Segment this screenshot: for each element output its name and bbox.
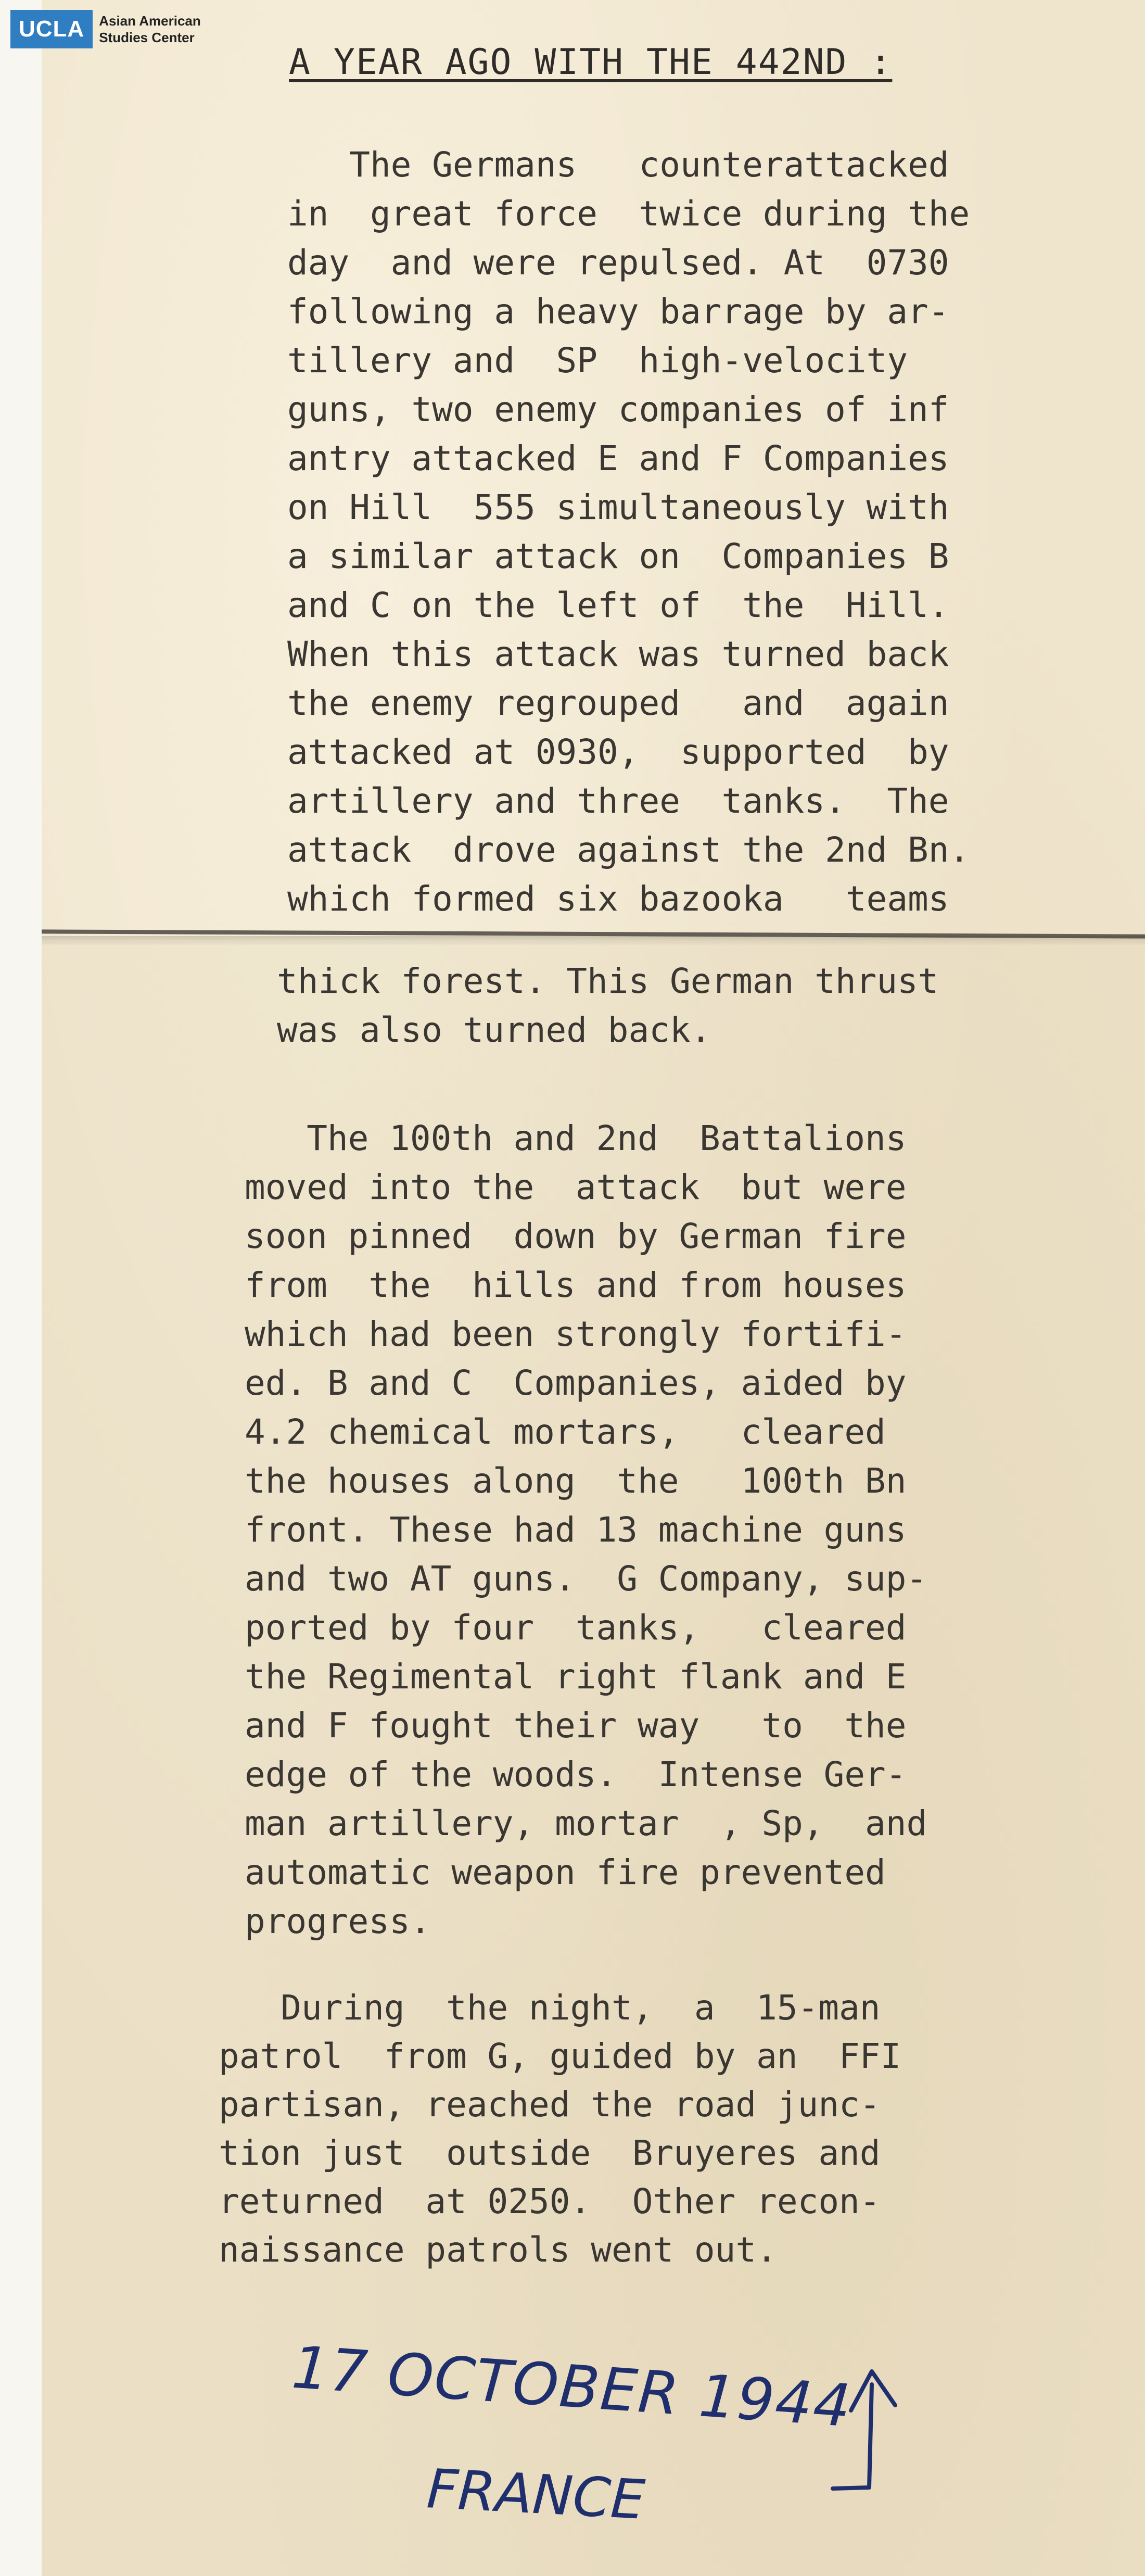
paragraph-2 bbox=[245, 1114, 927, 1946]
text-line: naissance patrols went out. bbox=[219, 2230, 777, 2270]
text-line: antry attacked E and F Companies bbox=[287, 438, 949, 478]
text-line: on Hill 555 simultaneously with bbox=[287, 487, 949, 527]
text-line: in great force twice during the bbox=[287, 194, 970, 234]
paragraph-3 bbox=[219, 1984, 901, 2274]
text-line: The 100th and 2nd Battalions bbox=[245, 1118, 907, 1158]
text-line: attacked at 0930, supported by bbox=[287, 732, 949, 772]
text-line: and C on the left of the Hill. bbox=[287, 585, 949, 625]
text-line: tion just outside Bruyeres and bbox=[219, 2133, 881, 2173]
org-name-line1: Asian American bbox=[99, 13, 201, 29]
text-line: front. These had 13 machine guns bbox=[245, 1510, 907, 1550]
text-line: day and were repulsed. At 0730 bbox=[287, 243, 949, 283]
handwritten-date: 17 OCTOBER 1944 bbox=[289, 2333, 854, 2441]
text-line: and F fought their way to the bbox=[245, 1706, 907, 1746]
text-line: the Regimental right flank and E bbox=[245, 1657, 907, 1697]
text-line: soon pinned down by German fire bbox=[245, 1216, 907, 1256]
text-line: was also turned back. bbox=[277, 1010, 711, 1050]
text-line: 4.2 chemical mortars, cleared bbox=[245, 1412, 886, 1452]
text-line: and two AT guns. G Company, sup- bbox=[245, 1559, 927, 1599]
text-line: The Germans counterattacked bbox=[287, 145, 949, 185]
text-line: ed. B and C Companies, aided by bbox=[245, 1363, 907, 1403]
text-line: the houses along the 100th Bn bbox=[245, 1461, 907, 1501]
paragraph-1-continued bbox=[277, 957, 939, 1055]
text-line: artillery and three tanks. The bbox=[287, 781, 949, 821]
text-line: from the hills and from houses bbox=[245, 1265, 907, 1305]
text-line: which formed six bazooka teams bbox=[287, 879, 949, 919]
org-name bbox=[99, 12, 201, 46]
text-line: a similar attack on Companies B bbox=[287, 536, 949, 576]
org-name-line2: Studies Center bbox=[99, 30, 195, 45]
text-line: the enemy regrouped and again bbox=[287, 683, 949, 723]
text-line: thick forest. This German thrust bbox=[277, 961, 939, 1001]
text-line: ported by four tanks, cleared bbox=[245, 1608, 907, 1648]
text-line: guns, two enemy companies of inf bbox=[287, 389, 949, 430]
text-line: progress. bbox=[245, 1901, 431, 1941]
text-line: tillery and SP high-velocity bbox=[287, 340, 908, 381]
text-line: moved into the attack but were bbox=[245, 1167, 907, 1207]
text-line: During the night, a 15-man bbox=[219, 1988, 881, 2028]
text-line: following a heavy barrage by ar- bbox=[287, 292, 949, 332]
paragraph-1 bbox=[287, 141, 970, 924]
text-line: When this attack was turned back bbox=[287, 634, 949, 674]
ucla-aasc-badge bbox=[10, 8, 201, 50]
document-heading: A YEAR AGO WITH THE 442ND : bbox=[289, 42, 893, 83]
handwritten-arrow-icon bbox=[822, 2353, 926, 2509]
text-line: which had been strongly fortifi- bbox=[245, 1314, 907, 1354]
text-line: returned at 0250. Other recon- bbox=[219, 2181, 881, 2221]
text-line: automatic weapon fire prevented bbox=[245, 1852, 886, 1892]
text-line: patrol from G, guided by an FFI bbox=[219, 2036, 901, 2076]
handwritten-place: FRANCE bbox=[425, 2457, 647, 2532]
text-line: partisan, reached the road junc- bbox=[219, 2085, 881, 2125]
text-line: edge of the woods. Intense Ger- bbox=[245, 1754, 907, 1795]
ucla-logo: UCLA bbox=[10, 10, 93, 48]
text-line: attack drove against the 2nd Bn. bbox=[287, 830, 970, 870]
text-line: man artillery, mortar , Sp, and bbox=[245, 1803, 927, 1843]
